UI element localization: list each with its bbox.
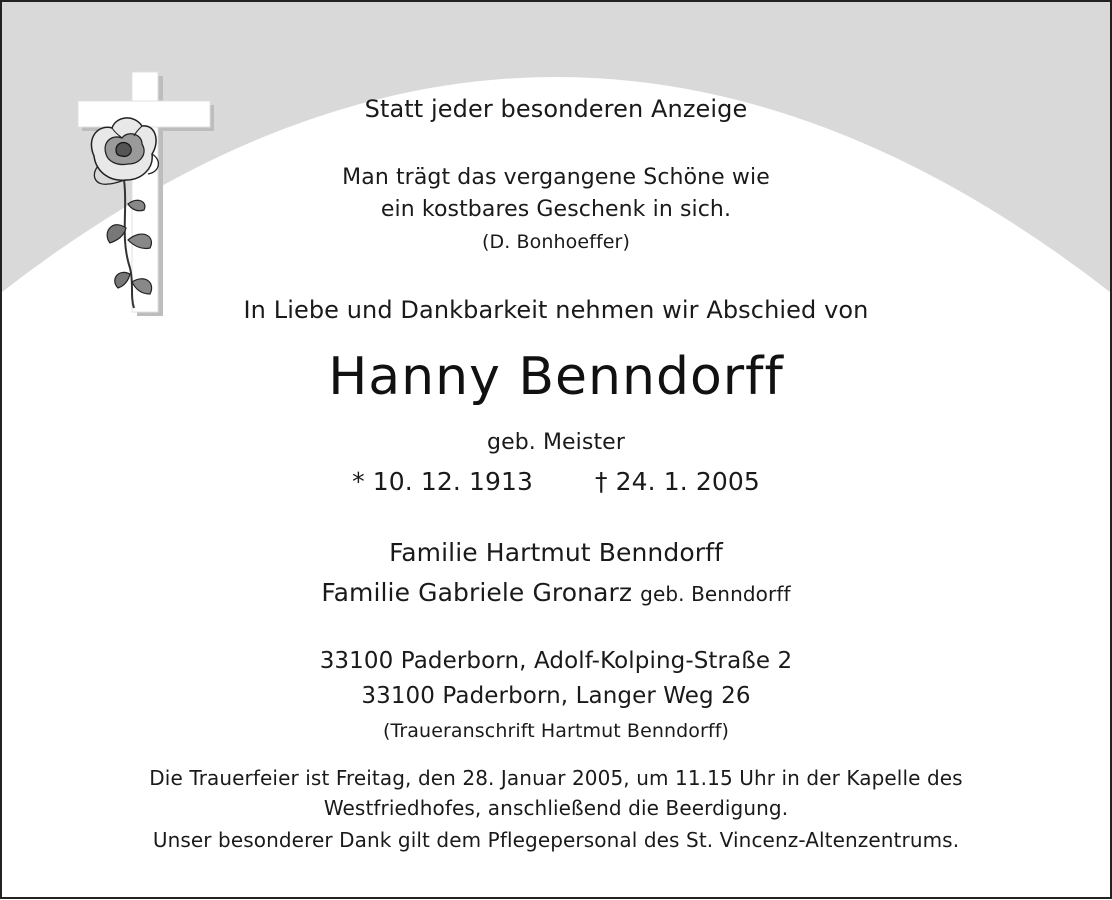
farewell-intro: In Liebe und Dankbarkeit nehmen wir Abschied von	[243, 296, 869, 324]
quote-line-1: Man trägt das vergangene Schöne wie	[342, 165, 770, 190]
mourning-address-note: (Traueranschrift Hartmut Benndorff)	[382, 720, 730, 742]
announcement-header: Statt jeder besonderen Anzeige	[364, 95, 748, 123]
maiden-name: geb. Meister	[487, 430, 625, 455]
quote-author: (D. Bonhoeffer)	[482, 231, 630, 253]
family-line-2	[2, 578, 1110, 607]
life-dates	[2, 467, 1110, 496]
family-line-2-maiden: geb. Benndorff	[640, 582, 791, 606]
death-date: † 24. 1. 2005	[595, 467, 760, 496]
thanks-line: Unser besonderer Dank gilt dem Pflegepersonal des St. Vincenz-Altenzentrums.	[152, 828, 960, 852]
funeral-info-line-1: Die Trauerfeier ist Freitag, den 28. Januar 2005, um 11.15 Uhr in der Kapelle des	[149, 766, 963, 790]
funeral-info-line-2: Westfriedhofes, anschließend die Beerdigung.	[323, 796, 789, 820]
birth-date: * 10. 12. 1913	[352, 467, 533, 496]
quote-line-2: ein kostbares Geschenk in sich.	[380, 197, 732, 222]
family-line-1: Familie Hartmut Benndorff	[389, 538, 723, 567]
family-line-2-main: Familie Gabriele Gronarz	[321, 578, 633, 607]
address-line-2: 33100 Paderborn, Langer Weg 26	[361, 683, 751, 709]
address-line-1: 33100 Paderborn, Adolf-Kolping-Straße 2	[319, 648, 793, 674]
deceased-name: Hanny Benndorff	[328, 347, 784, 407]
